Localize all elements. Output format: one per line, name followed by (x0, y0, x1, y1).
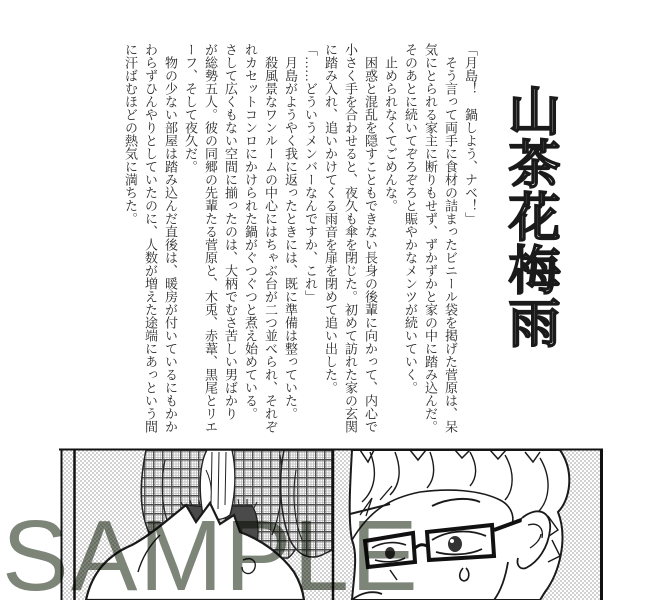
sample-watermark: SAMPLE (2, 500, 420, 600)
text-column: 物の少ない部屋は踏み込んだ直後は、暖房が付いているにもかか (163, 43, 178, 433)
text-column: 「月島！ 鍋しよう、ナベ！」 (463, 43, 478, 225)
text-column: ーフ、そして夜久だ。 (183, 43, 198, 173)
page-title: 山茶花梅雨 (500, 84, 557, 349)
text-column: れカセットコンロにかけられた鍋がぐつぐつと煮え始めている。 (243, 43, 258, 420)
text-column: 止められなくてごめんな。 (383, 43, 398, 212)
text-column: さして広くもない空間に揃ったのは、大柄でむさ苦しい男ばかり (223, 43, 238, 420)
text-column: そう言って両手に食材の詰まったビニール袋を掲げた菅原は、呆 (443, 43, 458, 433)
text-column: 殺風景なワンルームの中心にはちゃぶ台が二つ並べられ、それぞ (263, 43, 278, 433)
text-column: 「……どういうメンバーなんですか、これ」 (303, 43, 318, 303)
text-column: 気にとられる家主に断りもせず、ずかずかと家の中に踏み込んだ。 (423, 43, 438, 433)
text-column: に踏み入れ、追いかけてくる雨音を扉を閉めて追い出した。 (323, 43, 338, 394)
text-column: に汗ばむほどの熱気に満ちた。 (123, 43, 138, 225)
text-column: が総勢五人。彼の同郷の先輩たる菅原と、木兎、赤葦、黒尾とリエ (203, 43, 218, 433)
text-column: わらずひんやりとしていたのに、人数が増えた途端にあっという間 (143, 43, 158, 433)
text-column: そのあとに続いてぞろぞろと賑やかなメンツが続いていく。 (403, 43, 418, 394)
text-column: 小さく手を合わせると、夜久も傘を閉じた。初めて訪れた家の玄関 (343, 43, 358, 433)
text-column: 困惑と混乱を隠すこともできない長身の後輩に向かって、内心で (363, 43, 378, 433)
text-column: 月島がようやく我に返ったときには、既に準備は整っていた。 (283, 43, 298, 420)
